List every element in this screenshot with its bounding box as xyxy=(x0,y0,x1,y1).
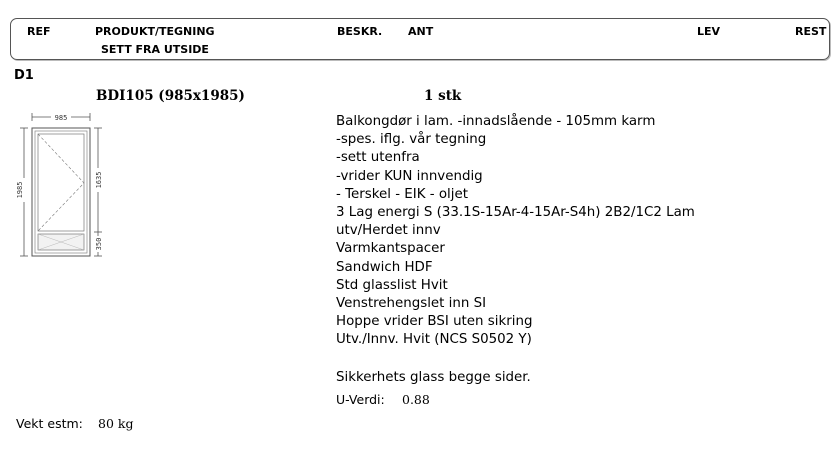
description-line: - Terskel - EIK - oljet xyxy=(336,186,468,202)
header-produkt: PRODUKT/TEGNING xyxy=(95,25,215,38)
description-line: utv/Herdet innv xyxy=(336,223,441,239)
header-sett-fra-utside: SETT FRA UTSIDE xyxy=(101,43,209,56)
header-rest: REST xyxy=(795,25,827,38)
description-line: -spes. iflg. vår tegning xyxy=(336,132,487,148)
dim-lower: 350 xyxy=(95,237,103,251)
header-ref: REF xyxy=(27,25,51,38)
dim-height: 1985 xyxy=(16,181,24,199)
u-value-label: U-Verdi: xyxy=(336,392,385,407)
weight-label: Vekt estm: xyxy=(16,416,83,431)
column-header-bar xyxy=(10,18,830,60)
description-line: Sandwich HDF xyxy=(336,259,433,275)
description-line: Varmkantspacer xyxy=(336,241,445,257)
door-drawing xyxy=(10,108,110,268)
safety-note: Sikkerhets glass begge sider. xyxy=(336,370,531,385)
description-line: 3 Lag energi S (33.1S-15Ar-4-15Ar-S4h) 2B2/1C2 Lam xyxy=(336,205,695,221)
header-lev: LEV xyxy=(697,25,721,38)
u-value: 0.88 xyxy=(402,392,430,407)
header-ant: ANT xyxy=(408,25,434,38)
quantity: 1 stk xyxy=(424,88,462,104)
description-line: Hoppe vrider BSI uten sikring xyxy=(336,314,533,330)
description-line: Utv./Innv. Hvit (NCS S0502 Y) xyxy=(336,332,532,348)
description-line: -vrider KUN innvendig xyxy=(336,168,483,184)
weight-value: 80 kg xyxy=(98,416,134,431)
dim-upper: 1635 xyxy=(95,171,103,189)
product-code: BDI105 (985x1985) xyxy=(96,88,245,104)
dim-width: 985 xyxy=(54,114,68,122)
description-line: Std glasslist Hvit xyxy=(336,277,448,293)
item-ref: D1 xyxy=(14,68,34,83)
product-description xyxy=(336,113,826,350)
description-line: Balkongdør i lam. -innadslående - 105mm karm xyxy=(336,114,656,129)
description-line: -sett utenfra xyxy=(336,150,420,166)
header-beskr: BESKR. xyxy=(337,25,383,38)
description-line: Venstrehengslet inn SI xyxy=(336,296,487,312)
